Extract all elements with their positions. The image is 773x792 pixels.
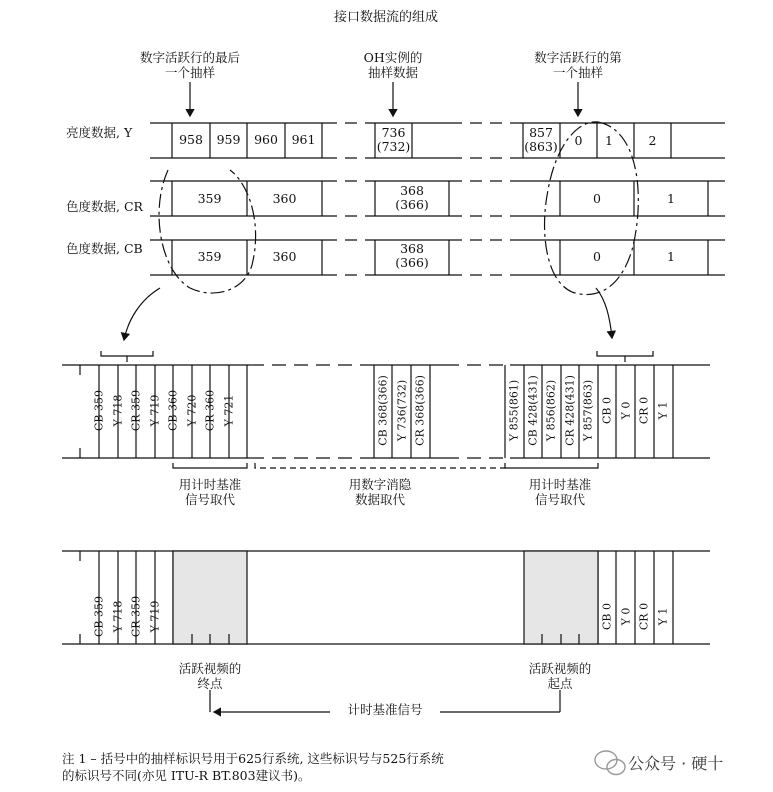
active-cell: Y 0: [619, 607, 633, 626]
mux-cell: Y 720: [185, 394, 199, 427]
mux-cell: CR 359: [129, 389, 143, 432]
active-cell: CB 0: [600, 603, 614, 630]
timing-block-left: [173, 551, 247, 644]
mux-cell: Y 718: [111, 394, 125, 427]
mux-cell: Y 1: [656, 401, 670, 420]
active-cell: Y 1: [656, 607, 670, 626]
mux-cell: Y 857(863): [581, 379, 595, 442]
label-example: OH实例的 抽样数据: [363, 50, 423, 80]
active-cell: CR 359: [129, 595, 143, 638]
cb-cell-example: 368 (366): [395, 241, 429, 270]
row-cr-label: 色度数据, CR: [66, 199, 143, 214]
mux-cell: Y 856(862): [544, 379, 558, 442]
cb-cell: 1: [667, 249, 675, 264]
mux-cell: CB 0: [600, 397, 614, 424]
cr-cell: 360: [272, 191, 297, 206]
y-cell: 958: [179, 132, 203, 147]
footnote: 注 1 – 括号中的抽样标识号用于625行系统, 这些标识号与525行系统 的标识号不同(亦见 ITU-R BT.803建议书)。: [62, 751, 444, 783]
mux-cell: CR 0: [637, 396, 651, 425]
y-cell-857: 857 (863): [524, 125, 558, 154]
label-blanking: 用数字消隐 数据取代: [348, 477, 412, 507]
y-cell: 0: [574, 133, 583, 148]
row-y-label: 亮度数据, Y: [66, 125, 133, 140]
cr-cell: 359: [197, 191, 222, 206]
mux-cell-example: CB 368(366): [376, 375, 390, 446]
label-timing-left: 用计时基准 信号取代: [178, 477, 242, 507]
mux-cell-example: CR 368(366): [413, 375, 427, 446]
active-cell: CR 0: [637, 602, 651, 631]
mux-cell: CR 428(431): [563, 375, 577, 446]
label-first-sample: 数字活跃行的第 一个抽样: [534, 50, 622, 80]
mux-cell: Y 855(861): [507, 379, 521, 442]
mux-cell-example: Y 736(732): [395, 379, 409, 442]
y-cell: 960: [254, 132, 278, 147]
cr-cell: 0: [593, 191, 601, 206]
label-active-start: 活跃视频的 起点: [528, 661, 592, 691]
cr-cell-example: 368 (366): [395, 183, 429, 212]
mux-cell: Y 0: [619, 401, 633, 420]
timing-block-right: [524, 551, 598, 644]
mux-cell: CB 359: [92, 390, 106, 431]
label-timing-reference: 计时基准信号: [330, 702, 440, 717]
y-cell: 1: [605, 133, 613, 148]
active-cell: CB 359: [92, 596, 106, 637]
cb-cell: 360: [272, 249, 297, 264]
label-timing-right: 用计时基准 信号取代: [528, 477, 592, 507]
diagram-title: 接口数据流的组成: [333, 10, 438, 25]
cb-cell: 359: [197, 249, 222, 264]
cr-cell: 1: [667, 191, 675, 206]
active-cell: Y 718: [111, 600, 125, 633]
watermark: 公众号 · 硬十: [628, 754, 724, 773]
active-cell: Y 719: [148, 600, 162, 633]
label-last-sample: 数字活跃行的最后 一个抽样: [139, 50, 240, 80]
y-cell: 2: [648, 133, 657, 148]
mux-cell: CB 428(431): [526, 375, 540, 446]
mux-cell: CB 360: [166, 390, 180, 431]
wechat-icon: [595, 751, 625, 775]
y-cell: 959: [216, 132, 241, 147]
label-active-end: 活跃视频的 终点: [178, 661, 242, 691]
mux-cell: CR 360: [203, 389, 217, 432]
y-cell: 961: [291, 132, 316, 147]
mux-cell: Y 721: [222, 394, 236, 427]
mux-cell: Y 719: [148, 394, 162, 427]
y-cell-example: 736 (732): [376, 125, 411, 154]
row-cb-label: 色度数据, CB: [66, 241, 143, 256]
cb-cell: 0: [593, 249, 601, 264]
